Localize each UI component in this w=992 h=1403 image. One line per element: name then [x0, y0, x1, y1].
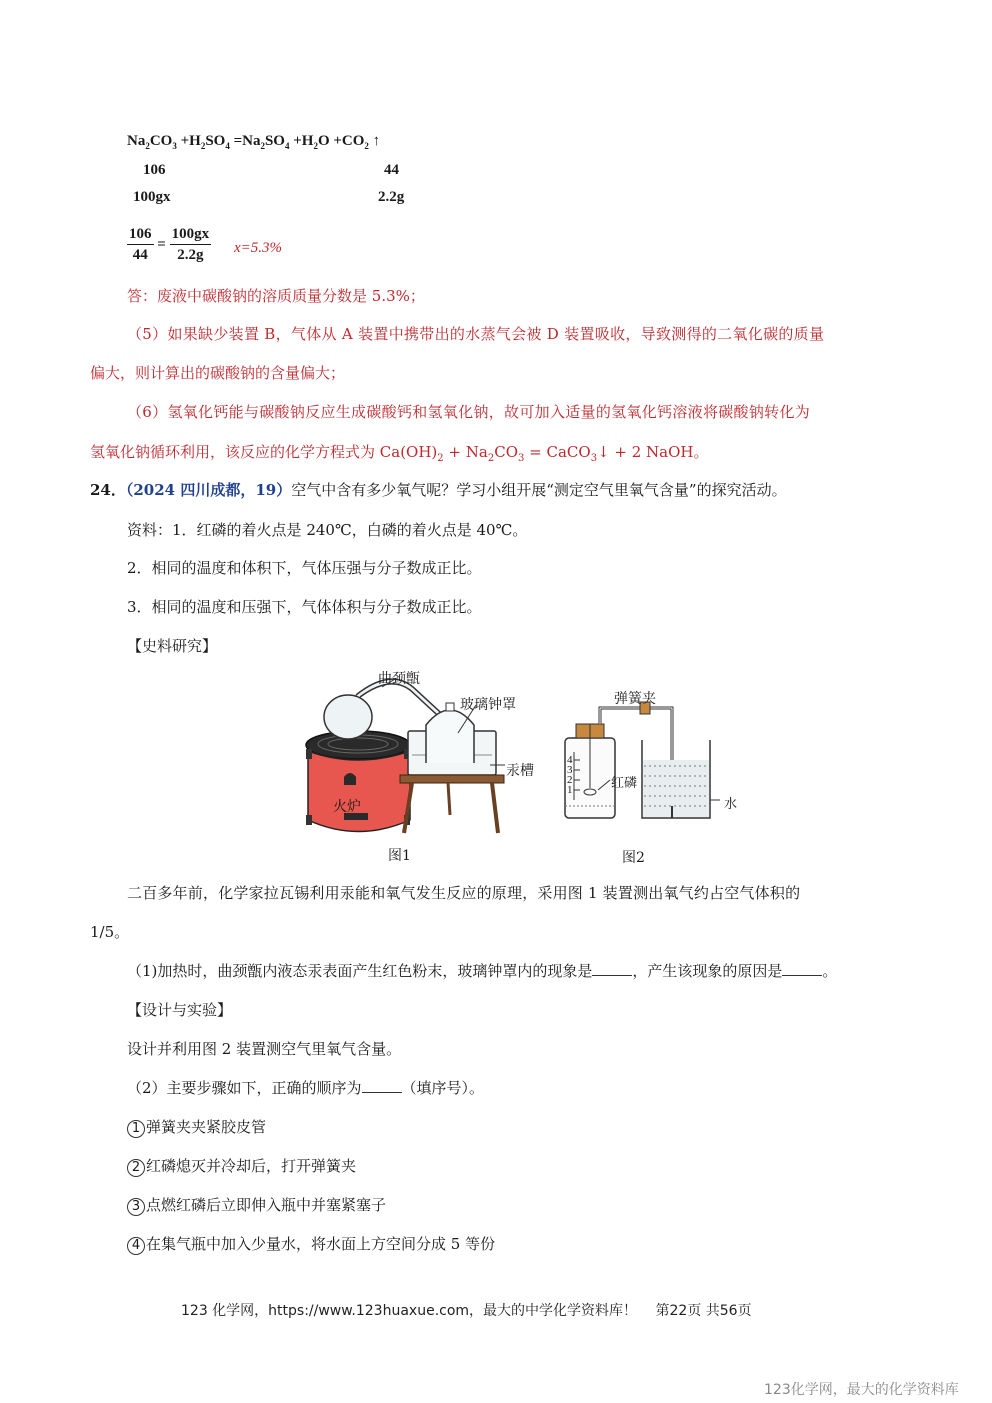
label-water: 水 — [724, 797, 738, 812]
step-4: 4 在集气瓶中加入少量水，将水面上方空间分成 5 等份 — [127, 1233, 495, 1255]
proportion: $\frac{106}{44}$ = $\frac{100gx}{2.2g}$ — [129, 226, 210, 263]
answer-blank-1[interactable] — [592, 962, 632, 976]
subquestion-2: （2）主要步骤如下，正确的顺序为 （填序号）。 — [127, 1079, 485, 1097]
history-para-line2: 1/5。 — [90, 923, 130, 941]
answer-blank-2[interactable] — [782, 962, 822, 976]
history-para-line1: 二百多年前，化学家拉瓦锡利用汞能和氧气发生反应的原理，采用图 1 装置测出氧气约占空气体积的 — [127, 884, 801, 902]
step-1: 1 弹簧夹夹紧胶皮管 — [127, 1116, 266, 1138]
label-bell-jar: 玻璃钟罩 — [460, 697, 516, 713]
item5-line2: 偏大，则计算出的碳酸钠的含量偏大； — [90, 364, 346, 382]
figure-2-caption: 图2 — [622, 850, 645, 866]
section-history: 【史料研究】 — [127, 637, 218, 655]
subquestion-1: （1)加热时，曲颈甑内液态汞表面产生红色粉末，玻璃钟罩内的现象是 ，产生该现象的原因是 。 — [127, 962, 838, 980]
answer-line: 答：废液中碳酸钠的溶质质量分数是 5.3%； — [127, 287, 425, 305]
item5-line1: （5）如果缺少装置 B，气体从 A 装置中携带出的水蒸气会被 D 装置吸收，导致测得的二氧化碳的质量 — [127, 325, 825, 343]
scale-mark-2: 2 — [567, 774, 573, 786]
step-3: 3 点燃红磷后立即伸入瓶中并塞紧塞子 — [127, 1194, 386, 1216]
known-mass-right: 2.2g — [378, 189, 405, 205]
footer-page: 第22页 共56页 — [655, 1303, 752, 1319]
figure-1-caption: 图1 — [388, 848, 411, 864]
watermark: 123化学网，最大的化学资料库 — [764, 1382, 959, 1398]
design-line: 设计并利用图 2 装置测空气里氧气含量。 — [127, 1040, 402, 1058]
info-3: 3．相同的温度和压强下，气体体积与分子数成正比。 — [127, 598, 482, 616]
answer-blank-3[interactable] — [362, 1079, 402, 1093]
item6-line1: （6）氢氧化钙能与碳酸钠反应生成碳酸钙和氢氧化钠，故可加入适量的氢氧化钙溶液将碳酸钠转化为 — [127, 403, 811, 421]
item6-line2: 氢氧化钠循环利用，该反应的化学方程式为 $Ca(OH)_2 + Na_2CO_3$ = CaCO$_3$↓ + 2 NaOH。 — [90, 443, 709, 464]
step-2: 2 红磷熄灭并冷却后，打开弹簧夹 — [127, 1155, 356, 1177]
scale-mark-3: 3 — [567, 764, 573, 776]
bell-jar — [426, 710, 474, 763]
retort-bulb — [324, 695, 372, 739]
q24-stem: 24．（2024 四川成都，19）空气中含有多少氧气呢？学习小组开展“测定空气里氧气含量”的探究活动。 — [90, 481, 787, 499]
label-red-phosphorus: 红磷 — [611, 776, 638, 791]
proportion-result: x=5.3% — [234, 240, 283, 256]
footer — [181, 1300, 752, 1320]
unknown-mass-left: 100gx — [133, 189, 171, 205]
molar-mass-left: 106 — [143, 162, 166, 178]
molar-mass-right: 44 — [384, 162, 399, 178]
scale-mark-4: 4 — [567, 754, 573, 766]
info-1: 资料：1．红磷的着火点是 240℃，白磷的着火点是 40℃。 — [127, 521, 528, 539]
section-design: 【设计与实验】 — [127, 1001, 233, 1019]
scale-mark-1: 1 — [567, 784, 573, 796]
chemical-equation: $Na_2CO_3 +H_2SO_4 =Na_2SO_4 +H_2O +CO_2$ ↑ — [127, 133, 381, 151]
table-top — [400, 775, 504, 783]
label-furnace: 火炉 — [333, 799, 361, 815]
figure-2 — [560, 700, 740, 825]
label-trough: 汞槽 — [506, 763, 534, 779]
footer-site: 123 化学网，https://www.123huaxue.com，最大的中学化学资料库！ — [181, 1303, 638, 1319]
info-2: 2．相同的温度和体积下，气体压强与分子数成正比。 — [127, 559, 482, 577]
label-spring-clamp: 弹簧夹 — [614, 691, 656, 707]
label-retort: 曲颈甑 — [378, 671, 420, 687]
